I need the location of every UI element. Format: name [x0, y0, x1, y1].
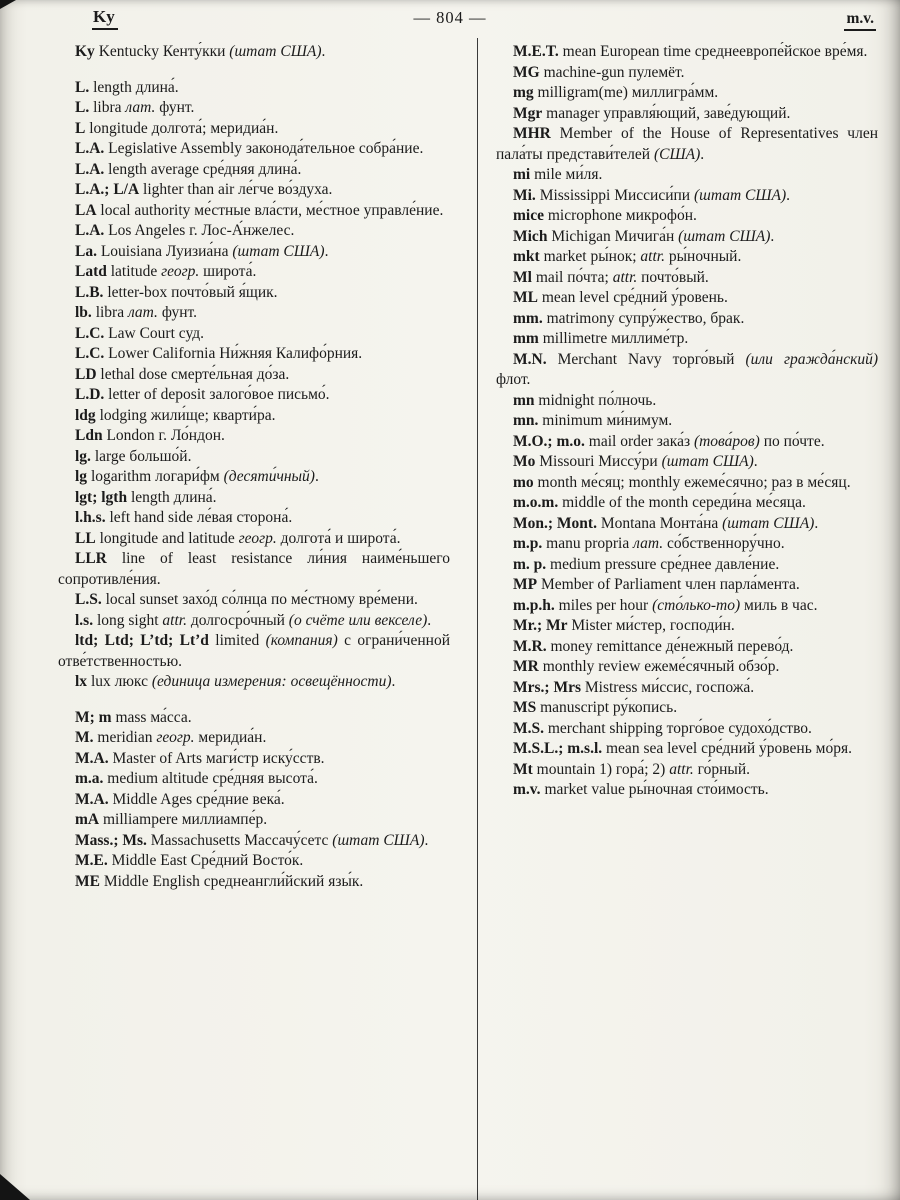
headword: MG	[513, 63, 540, 81]
entry-text: геогр.	[161, 263, 200, 280]
entry-text: length длина́.	[127, 488, 217, 506]
headword: Mich	[513, 227, 548, 245]
dictionary-entry	[496, 124, 878, 165]
entry-text: (компания)	[265, 632, 338, 649]
dictionary-entry	[496, 596, 878, 617]
entry-text: attr.	[640, 248, 665, 265]
dictionary-entry	[496, 104, 878, 125]
headword: m.p.h.	[513, 596, 555, 614]
entry-text: (штат США)	[332, 831, 425, 849]
entry-text: month ме́сяц; monthly ежеме́сячно; раз в ме́сяц.	[533, 473, 851, 491]
entry-text: long sight	[93, 611, 163, 629]
entry-text: manu propria	[542, 535, 634, 552]
headword: L.A.	[75, 160, 105, 178]
dictionary-entry	[58, 385, 450, 406]
entry-text: market value ры́ночная сто́имость.	[540, 781, 769, 798]
dictionary-entry	[58, 611, 450, 632]
dictionary-entry	[496, 780, 878, 801]
headword: Mass.; Ms.	[75, 831, 147, 849]
entry-text: medium pressure сре́днее давле́ние.	[546, 555, 780, 573]
headword: mg	[513, 84, 534, 101]
dictionary-entry	[58, 590, 450, 611]
entry-text: medium altitude сре́дняя высота́.	[103, 770, 318, 787]
entry-text: Louisiana Луизиа́на	[96, 242, 233, 260]
entry-text: меридиа́н.	[194, 729, 267, 746]
entry-text: London г. Ло́ндон.	[102, 427, 225, 444]
entry-text: .	[700, 145, 705, 163]
entry-text: лат.	[127, 304, 158, 321]
entry-text: (штат США)	[229, 43, 322, 60]
guide-word-right: m.v.	[844, 10, 876, 31]
entry-text: Law Court суд.	[104, 324, 204, 342]
entry-text: Legislative Assembly законода́тельное собра́ние.	[104, 140, 424, 157]
dictionary-entry	[58, 221, 450, 242]
entry-text: attr.	[612, 268, 638, 286]
entry-text: libra	[91, 304, 128, 321]
dictionary-entry	[496, 329, 878, 350]
headword: MR	[513, 658, 539, 675]
dictionary-entry	[496, 288, 878, 309]
headword: La.	[75, 242, 97, 260]
headword: M.	[75, 729, 94, 746]
entry-text: milliampere миллиампе́р.	[99, 811, 268, 828]
entry-text: market ры́нок;	[539, 248, 641, 265]
headword: LD	[75, 365, 97, 383]
headword: m. p.	[513, 555, 547, 573]
headword: lg.	[75, 447, 91, 465]
headword: mm	[513, 330, 539, 347]
dictionary-entry	[58, 708, 450, 729]
headword: m.a.	[75, 770, 104, 787]
entry-text: length average сре́дняя длина́.	[104, 160, 302, 178]
entry-text: Mistress ми́ссис, госпожа́.	[581, 678, 755, 696]
dictionary-entry	[496, 350, 878, 391]
headword: L.C.	[75, 324, 105, 342]
headword: L.A.	[75, 222, 105, 239]
entry-text: mountain 1) гора́; 2)	[532, 760, 670, 778]
dictionary-entry	[58, 488, 450, 509]
entry-text: length длина́.	[89, 78, 179, 96]
entry-text: флот.	[496, 371, 531, 388]
dictionary-entry	[58, 851, 450, 872]
headword: L.C.	[75, 345, 105, 362]
headword: L.A.	[75, 140, 105, 157]
headword: Ml	[513, 268, 532, 286]
dictionary-entry	[496, 411, 878, 432]
entry-text: letter of deposit залого́вое письмо́.	[104, 386, 330, 403]
headword: M.S.L.; m.s.l.	[513, 740, 603, 757]
entry-text: (штат США)	[232, 242, 325, 260]
entry-text: долгосро́чный	[186, 611, 289, 629]
dictionary-entry	[496, 227, 878, 248]
entry-text: machine-gun пулемёт.	[539, 63, 685, 81]
dictionary-entry	[58, 529, 450, 550]
dictionary-entry	[496, 432, 878, 453]
dictionary-entry	[58, 810, 450, 831]
entry-text: mean European time среднеевропе́йское вре́мя.	[558, 43, 868, 60]
entry-text: minimum ми́нимум.	[538, 412, 673, 429]
headword: M.E.T.	[513, 43, 559, 60]
entry-text: фунт.	[157, 304, 197, 321]
entry-text: latitude	[106, 263, 162, 280]
dictionary-entry	[58, 78, 450, 99]
entry-text: Middle English среднеангли́йский язы́к.	[99, 872, 364, 890]
dictionary-entry	[58, 749, 450, 770]
entry-text: (штат США)	[678, 227, 771, 245]
dictionary-entry	[496, 206, 878, 227]
dictionary-entry	[496, 452, 878, 473]
entry-text: почто́вый.	[637, 268, 709, 286]
entry-text: attr.	[669, 760, 694, 778]
headword: mo	[513, 473, 534, 491]
dictionary-entry	[58, 283, 450, 304]
entry-text: (десяти́чный)	[223, 468, 315, 485]
dictionary-entry	[58, 426, 450, 447]
entry-text: middle of the month середи́на ме́сяца.	[558, 494, 806, 511]
entry-text: (США)	[653, 145, 701, 163]
entry-text: (единица измерения: освещённости)	[151, 673, 392, 690]
entry-text: mile ми́ля.	[530, 166, 603, 183]
headword: MHR	[513, 125, 551, 142]
entry-text: .	[321, 43, 326, 60]
entry-text: Lower California Ни́жняя Калифо́рния.	[104, 345, 363, 362]
entry-text: milligram(me) миллигра́мм.	[533, 84, 719, 101]
dictionary-entry	[496, 555, 878, 576]
headword: M.A.	[75, 790, 109, 808]
entry-text: со́бственнору́чно.	[663, 535, 785, 552]
entry-text: Member of the House of Representatives член пала́ты представи́телей	[496, 125, 878, 163]
entry-text: manager управля́ющий, заве́дующий.	[542, 104, 791, 122]
headword: Mgr	[513, 104, 543, 122]
dictionary-entry	[496, 575, 878, 596]
headword: M.S.	[513, 719, 544, 737]
headword: mA	[75, 811, 100, 828]
dictionary-entry	[496, 637, 878, 658]
entry-text: mean sea level сре́дний у́ровень мо́ря.	[602, 740, 852, 757]
headword: l.s.	[75, 611, 94, 629]
entry-text: .	[391, 673, 396, 690]
entry-text: (штат США)	[661, 453, 754, 470]
entry-text: по по́чте.	[759, 432, 825, 450]
entry-text: ры́ночный.	[664, 248, 742, 265]
entry-text: .	[424, 831, 429, 849]
dictionary-entry	[58, 872, 450, 893]
entry-text: libra	[89, 99, 126, 116]
dictionary-entry	[58, 160, 450, 181]
headword: M.A.	[75, 749, 109, 767]
headword: ldg	[75, 406, 96, 424]
dictionary-entry	[58, 344, 450, 365]
dictionary-entry	[496, 493, 878, 514]
headword: Ky	[75, 43, 95, 60]
dictionary-entry	[58, 769, 450, 790]
dictionary-entry	[496, 268, 878, 289]
entry-text: .	[753, 453, 758, 470]
dictionary-entry	[58, 447, 450, 468]
headword: L.B.	[75, 283, 104, 301]
entry-text: геогр.	[238, 529, 277, 547]
entry-text: lethal dose смерте́льная до́за.	[96, 365, 290, 383]
dictionary-entry	[496, 63, 878, 84]
entry-text: го́рный.	[693, 760, 750, 778]
entry-text: midnight по́лночь.	[534, 391, 657, 409]
entry-text: local sunset захо́д со́лнца по ме́стному вре́мени.	[101, 591, 418, 608]
headword: M.E.	[75, 852, 108, 869]
entry-text: .	[770, 227, 775, 245]
headword: ltd; Ltd; L’td; Lt’d	[75, 632, 209, 649]
entry-text: merchant shipping торго́вое судохо́дство.	[544, 719, 812, 737]
entry-text: Middle East Сре́дний Восто́к.	[107, 852, 304, 869]
headword: mn.	[513, 412, 539, 429]
headword: l.h.s.	[75, 509, 106, 526]
entry-text: lighter than air ле́гче во́здуха.	[139, 181, 333, 198]
dictionary-entry	[58, 303, 450, 324]
entry-text: .	[814, 514, 819, 532]
headword: mn	[513, 391, 535, 409]
entry-text: лат.	[633, 535, 664, 552]
entry-text: large большо́й.	[90, 447, 192, 465]
entry-text: .	[427, 611, 432, 629]
entry-text: геогр.	[156, 729, 195, 746]
headword: mkt	[513, 248, 540, 265]
headword: L.S.	[75, 591, 102, 608]
entry-text: longitude долгота́; меридиа́н.	[85, 119, 279, 137]
headword: mi	[513, 166, 531, 183]
entry-text: (штат США)	[722, 514, 815, 532]
entry-text: limited	[208, 632, 266, 649]
dictionary-entry	[496, 473, 878, 494]
headword: M.R.	[513, 637, 547, 655]
dictionary-entry	[58, 831, 450, 852]
headword: M.O.; m.o.	[513, 432, 585, 450]
dictionary-entry	[58, 728, 450, 749]
headword: m.v.	[513, 781, 541, 798]
entry-text: microphone микрофо́н.	[543, 207, 697, 224]
entry-text: (о счёте или векселе)	[288, 611, 428, 629]
headword: m.o.m.	[513, 494, 559, 511]
entry-text: letter-box почто́вый я́щик.	[103, 283, 278, 301]
entry-text: meridian	[93, 729, 157, 746]
entry-text: лат.	[125, 99, 156, 116]
headword: lg	[75, 468, 88, 485]
headword: mice	[513, 207, 544, 224]
dictionary-entry	[496, 698, 878, 719]
headword: m.p.	[513, 535, 543, 552]
dictionary-entry	[496, 616, 878, 637]
dictionary-entry	[58, 201, 450, 222]
entry-text: Michigan Мичига́н	[547, 227, 679, 245]
headword: mm.	[513, 309, 543, 327]
entry-text: mail order зака́з	[584, 432, 694, 450]
headword: ME	[75, 872, 100, 890]
dictionary-entry	[496, 186, 878, 207]
headword: M; m	[75, 708, 112, 726]
dictionary-entry	[496, 514, 878, 535]
entry-text: Mister ми́стер, господи́н.	[567, 617, 735, 634]
dictionary-entry	[58, 790, 450, 811]
headword: MS	[513, 699, 537, 716]
headword: Mt	[513, 760, 533, 778]
page-header	[0, 5, 900, 37]
dictionary-entry	[496, 739, 878, 760]
headword: lgt; lgth	[75, 488, 128, 506]
headword: LL	[75, 529, 96, 547]
entry-text: миль в час.	[740, 596, 818, 614]
headword: Mon.; Mont.	[513, 514, 597, 532]
entry-text: left hand side ле́вая сторона́.	[105, 509, 293, 526]
entry-text: .	[314, 468, 319, 485]
entry-text: millimetre миллиме́тр.	[538, 330, 689, 347]
entry-text: logarithm логари́фм	[87, 468, 224, 485]
entry-text: line of least resistance ли́ния наиме́ньшего сопротивле́ния.	[58, 550, 450, 588]
entry-text: money remittance де́нежный перево́д.	[546, 637, 794, 655]
entry-text: lux люкс	[87, 673, 152, 690]
dictionary-entry	[58, 467, 450, 488]
entry-text: (сто́лько-то)	[652, 596, 741, 614]
headword: L	[75, 119, 86, 137]
entry-text: local authority ме́стные вла́сти, ме́стное управле́ние.	[96, 201, 444, 219]
entry-text: Merchant Navy торго́вый	[546, 350, 746, 368]
headword: lx	[75, 673, 88, 690]
column-divider	[477, 38, 478, 1200]
dictionary-entry	[496, 165, 878, 186]
headword: Mi.	[513, 186, 536, 204]
dictionary-entry	[58, 119, 450, 140]
entry-text: mail по́чта;	[531, 268, 613, 286]
entry-text: mass ма́сса.	[111, 708, 192, 726]
dictionary-entry	[58, 262, 450, 283]
entry-text: mean level сре́дний у́ровень.	[537, 289, 728, 306]
dictionary-entry	[496, 657, 878, 678]
headword: L.	[75, 99, 90, 116]
entry-text: Los Angeles г. Лос-А́нжелес.	[104, 222, 295, 239]
headword: lb.	[75, 304, 92, 321]
left-column	[58, 42, 450, 1198]
dictionary-entry	[496, 760, 878, 781]
dictionary-entry	[58, 242, 450, 263]
headword: Mo	[513, 453, 536, 470]
dictionary-entry	[58, 672, 450, 693]
headword: M.N.	[513, 350, 547, 368]
entry-text: (штат США)	[693, 186, 787, 204]
dictionary-entry	[496, 678, 878, 699]
dictionary-entry	[496, 534, 878, 555]
entry-text: Middle Ages сре́дние века́.	[108, 790, 285, 808]
dictionary-entry	[496, 83, 878, 104]
entry-text: Mississippi Миссиси́пи	[535, 186, 694, 204]
dictionary-entry	[58, 98, 450, 119]
dictionary-entry	[496, 42, 878, 63]
entry-text: (това́ров)	[693, 432, 760, 450]
entry-text: (или гражда́нский)	[745, 350, 878, 368]
headword: MP	[513, 576, 538, 593]
dictionary-entry	[58, 324, 450, 345]
entry-text: долгота́ и широта́.	[276, 529, 401, 547]
entry-text: miles per hour	[554, 596, 653, 614]
page-number: — 804 —	[413, 8, 487, 27]
headword: L.A.; L/A	[75, 181, 140, 198]
headword: Ldn	[75, 427, 103, 444]
entry-text: monthly review ежеме́сячный обзо́р.	[538, 658, 780, 675]
headword: LLR	[75, 550, 107, 567]
dictionary-entry	[58, 631, 450, 672]
dictionary-entry	[496, 391, 878, 412]
entry-text: Missouri Миссу́ри	[535, 453, 662, 470]
dictionary-entry	[496, 247, 878, 268]
entry-text: широта́.	[199, 263, 257, 280]
entry-text: manuscript ру́копись.	[536, 699, 678, 716]
entry-text: с ограни́ченной отве́тственностью.	[58, 632, 450, 670]
guide-word-left: Ky	[92, 7, 118, 30]
headword: LA	[75, 201, 97, 219]
dictionary-entry	[58, 180, 450, 201]
dictionary-entry	[58, 508, 450, 529]
headword: L.	[75, 78, 90, 96]
entry-text: .	[786, 186, 791, 204]
dictionary-entry	[58, 365, 450, 386]
entry-text: longitude and latitude	[95, 529, 239, 547]
dictionary-entry	[58, 549, 450, 590]
entry-text: Kentucky Кенту́кки	[94, 43, 230, 60]
entry-text: attr.	[162, 611, 187, 629]
headword: L.D.	[75, 386, 105, 403]
entry-text: lodging жили́ще; кварти́ра.	[95, 406, 276, 424]
entry-text: Montana Монта́на	[596, 514, 723, 532]
scan-artifact-bottom-left	[0, 1174, 30, 1200]
dictionary-entry	[58, 406, 450, 427]
headword: Mr.; Mr	[513, 617, 568, 634]
entry-text: Master of Arts маги́стр иску́сств.	[108, 749, 325, 767]
entry-text: Member of Parliament член парла́мента.	[537, 576, 800, 593]
dictionary-entry	[496, 309, 878, 330]
entry-text: Massachusetts Массачу́сетс	[146, 831, 333, 849]
entry-text: .	[324, 242, 329, 260]
dictionary-entry	[496, 719, 878, 740]
right-column	[496, 42, 878, 1198]
entry-text: matrimony супру́жество, брак.	[542, 309, 745, 327]
headword: ML	[513, 289, 538, 306]
headword: Mrs.; Mrs	[513, 678, 581, 696]
dictionary-entry	[58, 42, 450, 63]
headword: Latd	[75, 263, 107, 280]
dictionary-entry	[58, 139, 450, 160]
entry-text: фунт.	[155, 99, 195, 116]
